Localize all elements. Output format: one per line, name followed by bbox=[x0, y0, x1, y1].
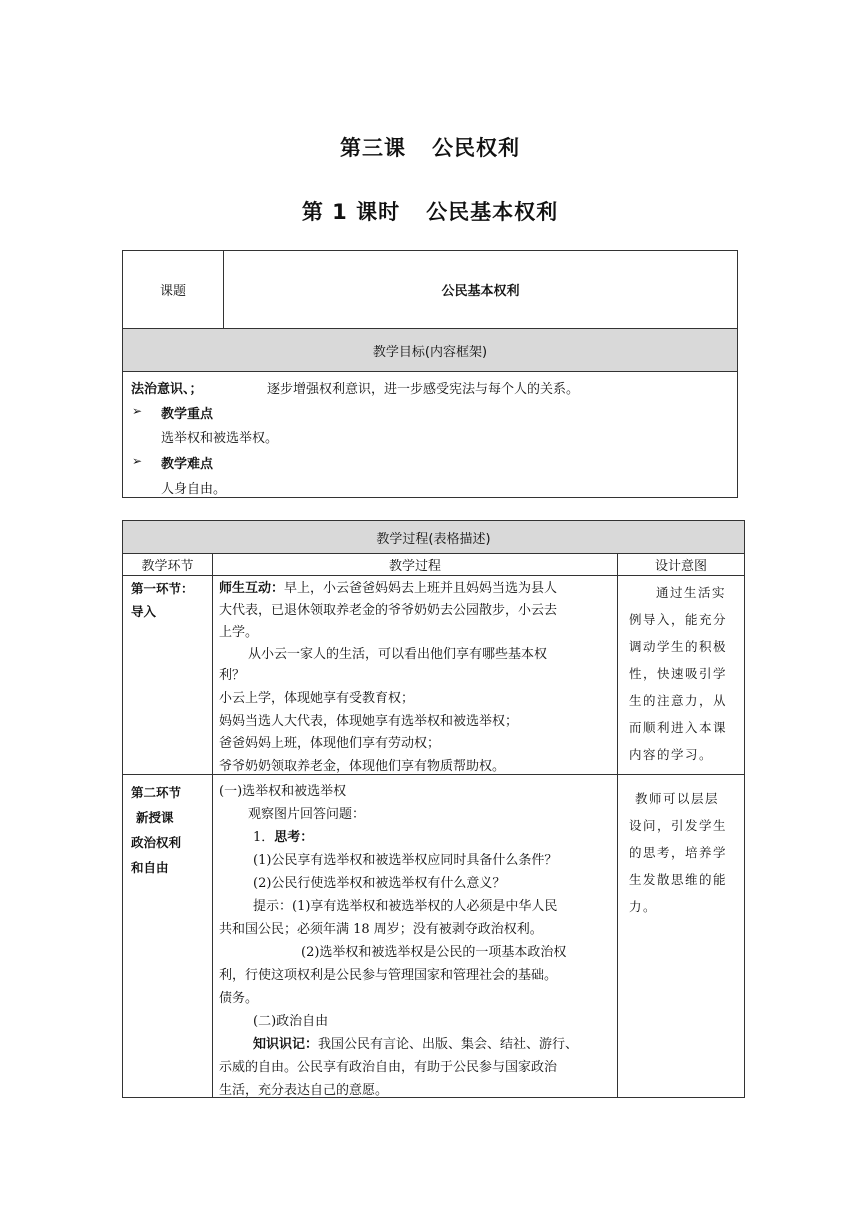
row1-para2-line1: 从小云一家人的生活，可以看出他们享有哪些基本权 bbox=[248, 647, 548, 662]
key-point-label: 教学重点 bbox=[161, 407, 214, 422]
stage-2-line4: 和自由 bbox=[131, 860, 169, 875]
period-number: 第 1 课时 bbox=[301, 200, 401, 224]
intent1-line: 性，快速吸引学 bbox=[629, 666, 728, 681]
row2-line: (2)公民行使选举权和被选举权有什么意义？ bbox=[253, 876, 506, 891]
row1-para1-line2: 大代表，已退休领取养老金的爷爷奶奶去公园散步，小云去 bbox=[219, 603, 558, 618]
row2-line: 生活，充分表达自己的意愿。 bbox=[219, 1083, 389, 1098]
intent1-line: 调动学生的积极 bbox=[629, 639, 728, 654]
row2-line: 知识识记：我国公民有言论、出版、集会、结社、游行、 bbox=[253, 1037, 579, 1052]
intent2-line: 生发散思维的能 bbox=[629, 872, 728, 887]
law-awareness-text: 逐步增强权利意识，进一步感受宪法与每个人的关系。 bbox=[267, 382, 580, 397]
stage-1-line1: 第一环节： bbox=[131, 581, 194, 596]
row2-line: 观察图片回答问题： bbox=[248, 807, 366, 822]
col-stage-header: 教学环节 bbox=[123, 554, 212, 576]
intent2-line: 的思考，培养学 bbox=[629, 845, 728, 860]
row1-line-election: 妈妈当选人大代表，体现她享有选举权和被选举权； bbox=[219, 714, 519, 729]
column-divider bbox=[212, 554, 213, 1097]
topic-label: 课题 bbox=[123, 251, 224, 328]
intent1-line: 生的注意力，从 bbox=[629, 693, 728, 708]
teacher-student-label: 师生互动： bbox=[219, 581, 285, 596]
intent1-line: 例导入，能充分 bbox=[629, 612, 728, 627]
stage-2-line2: 新授课 bbox=[136, 810, 174, 825]
row2-line: 利，行使这项权利是公民参与管理国家和管理社会的基础。 bbox=[219, 968, 558, 983]
lesson-title bbox=[0, 132, 860, 162]
process-header: 教学过程(表格描述) bbox=[123, 521, 744, 554]
key-point-text: 选举权和被选举权。 bbox=[161, 431, 279, 446]
intent2-line: 力。 bbox=[629, 899, 658, 914]
stage-1-line2: 导入 bbox=[131, 604, 157, 619]
difficult-point-label: 教学难点 bbox=[161, 457, 214, 472]
difficult-point-text: 人身自由。 bbox=[161, 482, 227, 497]
row1-line-education: 小云上学，体现她享有受教育权； bbox=[219, 691, 415, 706]
row2-line: 债务。 bbox=[219, 991, 259, 1006]
row1-para2-line2: 利？ bbox=[219, 668, 246, 683]
topic-value: 公民基本权利 bbox=[441, 284, 520, 299]
process-table bbox=[122, 520, 745, 1098]
topic-row bbox=[123, 251, 737, 329]
column-divider bbox=[617, 554, 618, 1097]
row2-line: 1．思考： bbox=[253, 830, 314, 845]
row1-line-labor: 爸爸妈妈上班，体现他们享有劳动权； bbox=[219, 736, 441, 751]
row2-line: (1)公民享有选举权和被选举权应同时具备什么条件？ bbox=[253, 853, 558, 868]
row2-line: 提示：(1)享有选举权和被选举权的人必须是中华人民 bbox=[253, 899, 558, 914]
intent1-line: 而顺利进入本课 bbox=[629, 720, 728, 735]
bullet-arrow-icon: ➢ bbox=[132, 454, 143, 468]
stage-2-line1: 第二环节 bbox=[131, 785, 182, 800]
objectives-header: 教学目标(内容框架) bbox=[123, 329, 737, 372]
row2-line: 共和国公民；必须年满 18 周岁；没有被剥夺政治权利。 bbox=[219, 922, 543, 937]
row2-line: 示威的自由。公民享有政治自由，有助于公民参与国家政治 bbox=[219, 1060, 558, 1075]
stage-2-line3: 政治权利 bbox=[131, 835, 182, 850]
row2-line: (二)政治自由 bbox=[253, 1014, 329, 1029]
lesson-number: 第三课 bbox=[340, 136, 406, 160]
row2-line: (一)选举权和被选举权 bbox=[219, 784, 347, 799]
col-process-header: 教学过程 bbox=[213, 554, 617, 576]
intent2-line: 设问，引发学生 bbox=[629, 818, 728, 833]
period-name: 公民基本权利 bbox=[426, 200, 559, 224]
bullet-arrow-icon: ➢ bbox=[132, 404, 143, 418]
intent1-line: 通过生活实 bbox=[656, 585, 727, 600]
row2-line: (2)选举权和被选举权是公民的一项基本政治权 bbox=[301, 945, 567, 960]
col-intent-header: 设计意图 bbox=[618, 554, 744, 576]
objectives-table bbox=[122, 250, 738, 498]
row1-line-assistance: 爷爷奶奶领取养老金，体现他们享有物质帮助权。 bbox=[219, 759, 506, 774]
intent2-line: 教师可以层层 bbox=[635, 791, 720, 806]
law-awareness-label: 法治意识、； bbox=[131, 382, 203, 397]
row1-para1-line1: 师生互动：早上，小云爸爸妈妈去上班并且妈妈当选为县人 bbox=[219, 581, 558, 596]
row1-para1-line3: 上学。 bbox=[219, 625, 259, 640]
intent1-line: 内容的学习。 bbox=[629, 747, 714, 762]
lesson-name: 公民权利 bbox=[432, 136, 520, 160]
period-title bbox=[0, 196, 860, 226]
